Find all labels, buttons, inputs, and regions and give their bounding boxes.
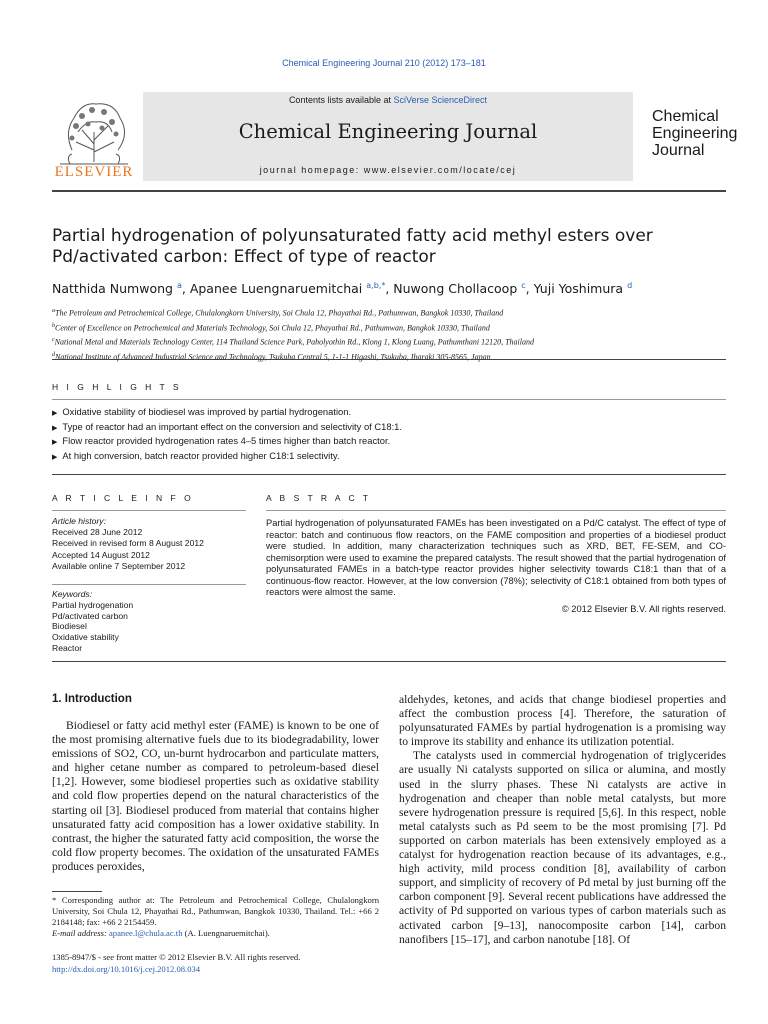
divider — [52, 661, 726, 662]
body-column-right — [399, 693, 726, 947]
author-list: Natthida Numwong $^a$, Apanee Luengnaruemitchai $^{a,b,*}$, Nuwong Chollacoop $^c$, Yuji Yoshimura $^d$ — [52, 281, 633, 297]
author-affiliation-marker[interactable]: a — [176, 281, 182, 290]
affiliation — [52, 334, 726, 349]
keywords-label: Keywords: — [52, 589, 93, 599]
keyword: Reactor — [52, 642, 83, 653]
publisher-wordmark: ELSEVIER — [54, 164, 134, 180]
keyword: Oxidative stability — [52, 632, 119, 643]
doi-link[interactable]: http://dx.doi.org/10.1016/j.cej.2012.08.034 — [52, 964, 201, 974]
affiliation-marker: c — [52, 337, 55, 344]
divider — [52, 190, 726, 192]
cover-title-line: Journal — [652, 142, 705, 159]
highlight-item: ▶ At high conversion, batch reactor provided higher C18:1 selectivity. — [52, 450, 726, 465]
keyword: Partial hydrogenation — [52, 599, 134, 610]
history-label: Article history: — [52, 516, 106, 526]
history-entry: Received 28 June 2012 — [52, 527, 143, 538]
cover-title-line: Engineering — [652, 125, 738, 142]
email-label: E-mail address: — [52, 928, 109, 938]
abstract-heading: A B S T R A C T — [266, 493, 372, 503]
history-entry: Received in revised form 8 August 2012 — [52, 538, 204, 549]
author-affiliation-marker[interactable]: c — [521, 281, 526, 290]
divider — [52, 474, 726, 475]
author-affiliation-marker[interactable]: d — [627, 281, 633, 290]
affiliation-marker: d — [52, 351, 55, 358]
divider — [52, 584, 246, 585]
affiliation-marker: a — [52, 308, 55, 314]
author-name: Apanee Luengnaruemitchai — [189, 281, 363, 297]
divider — [52, 399, 726, 400]
footnote-text: * Corresponding author at: The Petroleum and Petrochemical College, Chulalongkorn University, Soi Chula 12, Phayathai Rd., Pathumwan, Bangkok 10330, Thailand. Tel.: +66 2 2184148; fax: +66 2 2154459. — [52, 895, 379, 927]
affiliation-marker: b — [52, 322, 55, 329]
abstract-text: Partial hydrogenation of polyunsaturated FAMEs has been investigated on a Pd/C catalyst. The effect of type of reactor: batch and continuous flow reactors, on the FAME composition and properties of a biodiesel product were studied. In addition, many characterization techniques such as XRD, BET, FE-SEM, and CO-chemisorption were used to examine the prepared catalysts. The result showed that the partial hydrogenation of polyunsaturated FAMEs in a batch-type reactor provides higher selectivity towards C18:1 than that of a continuous-flow reactor. However, at the low conversion (78%); selectivity of C18:1 obtained from both types of reactors were almost the same. — [266, 518, 726, 597]
divider — [52, 359, 726, 360]
affiliation-text: Center of Excellence on Petrochemical and Materials Technology, Soi Chula 12, Phayathai Rd., Pathumwan, Bangkok 10330, Thailand — [55, 323, 490, 333]
author-name: Yuji Yoshimura — [533, 281, 624, 297]
keywords — [52, 589, 246, 654]
journal-reference[interactable]: Chemical Engineering Journal 210 (2012) 173–181 — [282, 58, 486, 68]
email-link[interactable]: apanee.l@chula.ac.th — [108, 928, 183, 938]
affiliation — [52, 320, 726, 335]
divider — [266, 510, 726, 511]
affiliation-list — [52, 305, 726, 364]
paragraph: aldehydes, ketones, and acids that change biodiesel properties and affect the combustion process [4]. Therefore, the saturation of polyunsaturated FAMEs by partial hydrogenation is a promising way to improve its stability and enhance its utilization potential. — [399, 693, 726, 749]
keyword: Biodiesel — [52, 621, 87, 632]
author-name: Natthida Numwong — [52, 281, 173, 297]
author-affiliation-marker[interactable]: a,b,* — [366, 281, 386, 290]
paragraph: Biodiesel or fatty acid methyl ester (FAME) is known to be one of the most promising alternative fuels due to its biodegradability, lower emissions of SO2, CO, un-burnt hydrocarbon and particulate matters, and higher cetane number as compared to petroleum-based diesel [1,2]. However, some biodiesel properties such as oxidative stability and cold flow properties depend on the natural characteristics of the starting oil [3]. Biodiesel produced from material that contains higher unsaturated fatty acid composition has a lower oxidative stability. In contrast, the higher the saturated fatty acid composition, the worse the cold flow property becomes. The oxidation of the unsaturated FAMEs produces peroxides, — [52, 719, 379, 873]
copyright-notice: © 2012 Elsevier B.V. All rights reserved. — [561, 604, 726, 614]
author-name: Nuwong Chollacoop — [393, 281, 518, 297]
corresponding-author-footnote — [52, 895, 379, 939]
contents-prefix: Contents lists available at — [288, 95, 394, 105]
highlight-item: ▶ Flow reactor provided hydrogenation rates 4–5 times higher than batch reactor. — [52, 435, 726, 450]
footnote-divider — [52, 891, 102, 892]
contents-line — [143, 95, 633, 105]
issn-line: 1385-8947/$ - see front matter © 2012 Elsevier B.V. All rights reserved. — [52, 952, 301, 962]
highlight-item: ▶ Oxidative stability of biodiesel was improved by partial hydrogenation. — [52, 406, 726, 421]
divider — [52, 510, 246, 511]
sciencedirect-link[interactable]: SciVerse ScienceDirect — [393, 95, 488, 105]
keyword: Pd/activated carbon — [52, 610, 128, 621]
affiliation-text: National Institute of Advanced Industrial Science and Technology, Tsukuba Central 5, 1-1-1 Higashi, Tsukuba, Ibaraki 305-8565, Japan — [55, 352, 491, 362]
section-heading: 1. Introduction — [52, 693, 132, 705]
journal-title: Chemical Engineering Journal — [238, 120, 538, 143]
affiliation — [52, 349, 726, 364]
cover-title-line: Chemical — [652, 108, 719, 125]
affiliation — [52, 305, 726, 320]
footnote-email-line — [52, 928, 379, 939]
journal-homepage[interactable]: journal homepage: www.elsevier.com/locate/cej — [259, 165, 517, 175]
history-entry: Available online 7 September 2012 — [52, 560, 186, 571]
affiliation-text: The Petroleum and Petrochemical College, Chulalongkorn University, Soi Chula 12, Phayathai Rd., Pathumwan, Bangkok 10330, Thailand — [55, 308, 504, 318]
body-column-left — [52, 719, 379, 874]
highlights-list — [52, 406, 726, 464]
history-entry: Accepted 14 August 2012 — [52, 549, 150, 560]
paper-title: Partial hydrogenation of polyunsaturated fatty acid methyl esters over Pd/activated carbon: Effect of type of reactor — [52, 226, 653, 267]
highlights-heading: H I G H L I G H T S — [52, 382, 182, 392]
journal-cover-title — [652, 108, 737, 159]
highlight-item: ▶ Type of reactor had an important effect on the conversion and selectivity of C18:1. — [52, 421, 726, 436]
affiliation-text: National Metal and Materials Technology Center, 114 Thailand Science Park, Paholyothin Rd., Klong 1, Klong Luang, Pathumthani 12120, Thailand — [54, 337, 534, 347]
article-info-heading: A R T I C L E I N F O — [52, 493, 194, 503]
paragraph: The catalysts used in commercial hydrogenation of triglycerides are usually Ni catalysts supported on silica or alumina, and mostly used in the slurry phases. These Ni catalysts are active in hydrogenation and cheaper than noble metal catalysts, but more severe hydrogenation pressure is required [5,6]. In this respect, noble metal catalysts such as Pd seem to be the most promising [7]. Pd supported on carbon materials has been extensively employed as a catalyst for hydrogenation reaction because of its advantages, e.g., high activity, mild process condition [8], availability of carbon support, and simplicity of recovery of Pd metal by just burning off the carbon component [9]. Several recent publications have addressed the activity of Pd supported on various types of carbon materials such as activated carbon [9–13], nanocomposite carbon [14], carbon nanofibers [15–17], and carbon nanotube [18]. Of — [399, 749, 726, 946]
page-footer — [52, 951, 379, 975]
article-history — [52, 516, 246, 572]
email-suffix: (A. Luengnaruemitchai). — [182, 928, 270, 938]
